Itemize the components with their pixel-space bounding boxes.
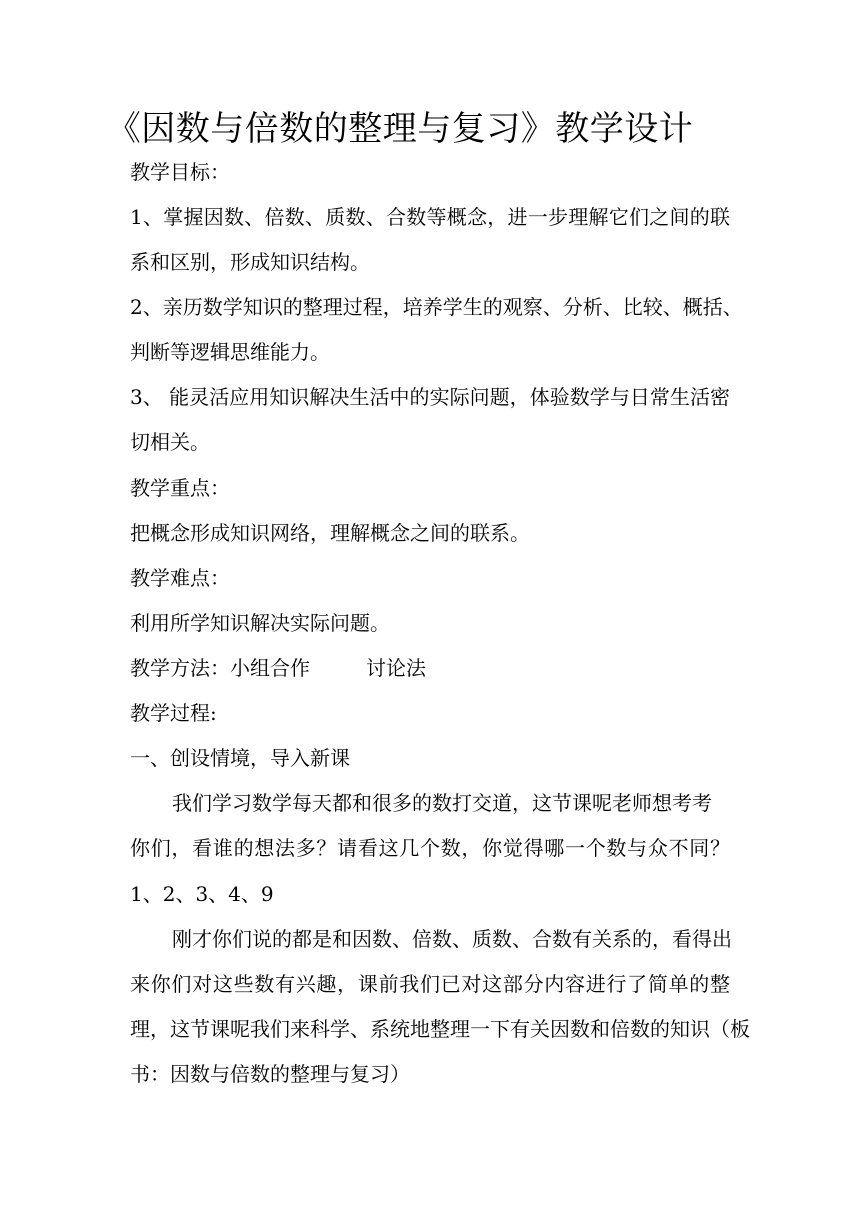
difficulties-heading: 教学难点： — [130, 566, 230, 590]
key-points-heading: 教学重点： — [130, 476, 230, 500]
difficulties-text: 利用所学知识解决实际问题。 — [130, 611, 390, 635]
intro-paragraph-line-2: 你们，看谁的想法多？请看这几个数，你觉得哪一个数与众不同？ — [130, 836, 730, 860]
objective-3-line-2: 切相关。 — [130, 430, 210, 454]
summary-paragraph-line-3: 理，这节课呢我们来科学、系统地整理一下有关因数和倍数的知识（板 — [130, 1017, 750, 1041]
objective-1-line-1: 1、掌握因数、倍数、质数、合数等概念，进一步理解它们之间的联 — [130, 205, 730, 229]
methods-label: 教学方法：小组合作 — [130, 656, 310, 680]
objective-2-line-1: 2、亲历数学知识的整理过程，培养学生的观察、分析、比较、概括、 — [130, 295, 743, 319]
summary-paragraph-line-2: 来你们对这些数有兴趣，课前我们已对这部分内容进行了简单的整 — [130, 972, 730, 996]
key-points-text: 把概念形成知识网络，理解概念之间的联系。 — [130, 521, 530, 545]
summary-paragraph-line-4: 书：因数与倍数的整理与复习） — [130, 1062, 410, 1086]
methods-extra: 讨论法 — [366, 656, 426, 680]
process-heading: 教学过程: — [130, 701, 217, 725]
objective-3-line-1: 3、 能灵活应用知识解决生活中的实际问题，体验数学与日常生活密 — [130, 385, 730, 409]
numbers-line: 1、2、3、4、9 — [130, 882, 274, 906]
summary-paragraph-line-1: 刚才你们说的都是和因数、倍数、质数、合数有关系的，看得出 — [172, 927, 732, 951]
section-1-heading: 一、创设情境，导入新课 — [130, 746, 350, 770]
objective-2-line-2: 判断等逻辑思维能力。 — [130, 340, 330, 364]
intro-paragraph-line-1: 我们学习数学每天都和很多的数打交道，这节课呢老师想考考 — [172, 791, 712, 815]
objectives-heading: 教学目标： — [130, 160, 230, 184]
document-title: 《因数与倍数的整理与复习》教学设计 — [106, 109, 694, 149]
teaching-methods — [130, 653, 426, 683]
objective-1-line-2: 系和区别，形成知识结构。 — [130, 250, 370, 274]
